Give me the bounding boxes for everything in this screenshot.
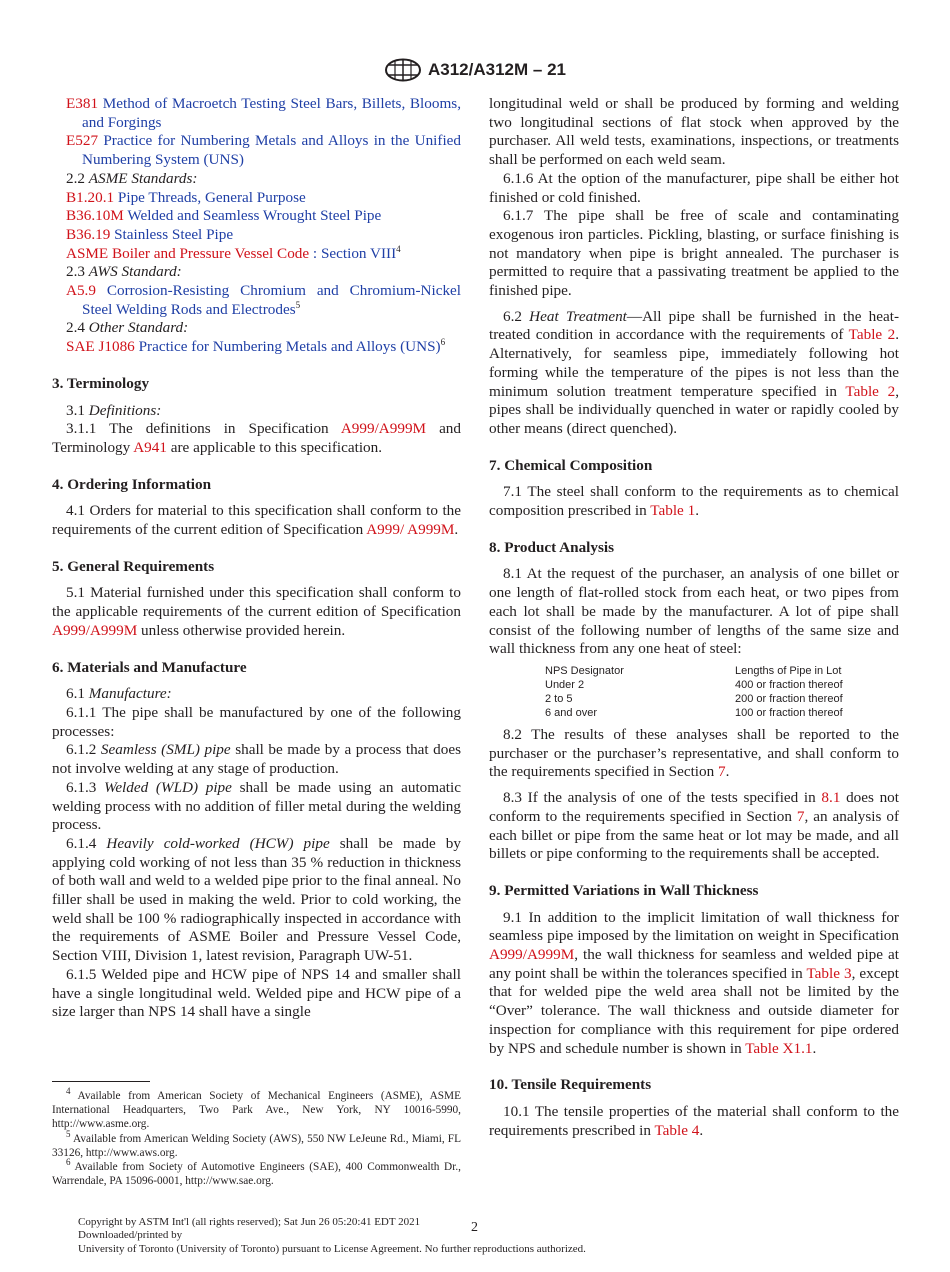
para-6-1-1: 6.1.1 The pipe shall be manufactured by one of the following processes: <box>52 703 461 740</box>
footnote-4: $^4$ Available from American Society of Mechanical Engineers (ASME), ASME International Headquarters, Two Park Ave., New York, NY 10016-5990, http://www.asme.org. <box>52 1086 461 1131</box>
astm-logo-icon <box>384 58 422 82</box>
page-header <box>0 58 950 82</box>
table-cell: 6 and over <box>545 706 597 719</box>
table-cell: 400 or fraction thereof <box>735 678 843 691</box>
link-table-2[interactable]: Table 2 <box>848 326 896 344</box>
para-6-1-6: 6.1.6 At the option of the manufacturer, pipe shall be either hot finished or cold finished. <box>489 169 899 206</box>
table-cell: 200 or fraction thereof <box>735 692 843 705</box>
para-6-1-2: 6.1.2 Seamless (SML) pipe shall be made by a process that does not involve welding at any stage of production. <box>52 741 462 778</box>
right-column <box>489 95 899 1140</box>
link-a999[interactable]: A999/A999M <box>52 621 138 639</box>
footer-line-1: Copyright by ASTM Int'l (all rights reserved); Sat Jun 26 05:20:41 EDT 2021 <box>78 1216 421 1228</box>
para-3-1-1: 3.1.1 The definitions in Specification A999/A999M and Terminology A941 are applicable to this specification. <box>52 420 461 456</box>
para-6-1-5-continued: longitudinal weld or shall be produced by forming and welding two longitudinal sections of flat stock when approved by the purchaser. All weld tests, examinations, inspections, or treatments shall be performed on each weld seam. <box>489 95 899 169</box>
para-8-3: 8.3 If the analysis of one of the tests specified in 8.1 does not conform to the requirements specified in Section 7, an analysis of each billet or pipe from the same heat or lot may be made, and all billets or pipe conforming to the requirements shall be accepted. <box>489 789 900 863</box>
link-a941[interactable]: A941 <box>133 438 167 456</box>
table-cell: 2 to 5 <box>545 692 573 705</box>
footer-line-3: University of Toronto (University of Toronto) pursuant to License Agreement. No further reproductions authorized. <box>78 1242 586 1255</box>
footnote-6: $^6$ Available from Society of Automotive Engineers (SAE), 400 Commonwealth Dr., Warrendale, PA 15096-0001, http://www.sae.org. <box>52 1157 461 1188</box>
para-9-1: 9.1 In addition to the implicit limitation of wall thickness for seamless pipe imposed by the limitation on weight in Specification A999/A999M, the wall thickness for seamless and welded pipe at any point shall be within the tolerances specified in Table 3, except that for welded pipe the weld area shall not be limited by the “Over” tolerance. The wall thickness and outside diameter for inspection for compliance with this requirement for pipe ordered by NPS and schedule number is shown in Table X1.1. <box>489 908 899 1057</box>
reference-asme-bpvc[interactable]: ASME Boiler and Pressure Vessel Code : Section VIII$^4$ <box>66 243 401 262</box>
section-8-heading: 8. Product Analysis <box>489 538 615 556</box>
para-10-1: 10.1 The tensile properties of the material shall conform to the requirements prescribed in Table 4. <box>489 1102 899 1139</box>
para-6-1-7: 6.1.7 The pipe shall be free of scale and contaminating exogenous iron particles. Pickling, blasting, or surface finishing is not mandatory when pipe is bright annealed. The purchaser is permitted to require that a passivating treatment be applied to the finished pipe. <box>489 207 899 300</box>
link-table-x1-1[interactable]: Table X1.1 <box>745 1039 813 1057</box>
section-9-heading: 9. Permitted Variations in Wall Thickness <box>489 881 759 899</box>
document-designation: A312/A312M – 21 <box>428 60 566 79</box>
section-3-heading: 3. Terminology <box>52 374 150 392</box>
para-6-2: 6.2 Heat Treatment—All pipe shall be furnished in the heat-treated condition in accordance with the requirements of Table 2. Alternatively, for seamless pipe, immediately following hot forming while the temperature of the pipes is not less than the minimum solution treatment temperature specified in Table 2, pipes shall be individually quenched in water or rapidly cooled by other means (direct quenched). <box>489 307 900 437</box>
para-8-2: 8.2 The results of these analyses shall be reported to the purchaser or the purchaser’s representative, and shall conform to the requirements specified in Section 7. <box>489 725 899 781</box>
footnote-5: $^5$ Available from American Welding Society (AWS), 550 NW LeJeune Rd., Miami, FL 33126, http://www.aws.org. <box>52 1128 461 1159</box>
section-6-heading: 6. Materials and Manufacture <box>52 658 247 676</box>
table-header-cell: NPS Designator <box>545 664 624 677</box>
section-7-heading: 7. Chemical Composition <box>489 456 653 474</box>
table-cell: 100 or fraction thereof <box>735 706 843 719</box>
link-table-3[interactable]: Table 3 <box>806 964 852 982</box>
table-header-cell: Lengths of Pipe in Lot <box>735 664 842 677</box>
table-row <box>545 678 843 692</box>
footnotes <box>52 1086 461 1188</box>
link-table-2[interactable]: Table 2 <box>845 382 896 400</box>
link-a999[interactable]: A999/A999M <box>489 946 575 964</box>
para-4-1: 4.1 Orders for material to this specification shall conform to the requirements of the current edition of Specification A999/ A999M. <box>52 502 461 539</box>
footer-line-2: Downloaded/printed by <box>78 1229 183 1242</box>
link-a999[interactable]: A999/ A999M <box>366 521 455 539</box>
link-section-7[interactable]: 7 <box>796 807 805 825</box>
para-6-1-5: 6.1.5 Welded pipe and HCW pipe of NPS 14 and smaller shall have a single longitudinal weld. Welded pipe and HCW pipe of a size larger than NPS 14 shall have a single <box>52 965 461 1021</box>
para-6-1-4: 6.1.4 Heavily cold-worked (HCW) pipe shall be made by applying cold working of not less than 35 % reduction in thickness of both wall and weld to a welded pipe prior to the final anneal. No filler shall be used in making the weld. Prior to cold working, the weld shall be 100 % radiographically inspected in accordance with the requirements of ASME Boiler and Pressure Vessel Code, Section VIII, Division 1, latest revision, Paragraph UW-51. <box>52 834 461 965</box>
aws-standard-heading: 2.3 AWS Standard: <box>66 263 182 281</box>
section-10-heading: 10. Tensile Requirements <box>489 1076 652 1094</box>
link-table-4[interactable]: Table 4 <box>654 1121 700 1139</box>
para-8-1: 8.1 At the request of the purchaser, an analysis of one billet or one length of flat-rolled stock from each heat, or two pipes from each lot shall be made by the manufacturer. A lot of pipe shall consist of the following number of lengths of the same size and wall thickness from any one heat of steel: <box>489 565 899 658</box>
reference-a5-9[interactable]: A5.9 Corrosion-Resisting Chromium and Chromium-Nickel Steel Welding Rods and Electrodes$^5$ <box>66 282 461 318</box>
reference-b36-19[interactable]: B36.19 Stainless Steel Pipe <box>66 225 234 243</box>
footnote-divider <box>52 1081 150 1082</box>
table-row <box>545 692 843 706</box>
para-6-1-3: 6.1.3 Welded (WLD) pipe shall be made using an automatic welding process with no addition of filler metal during the welding process. <box>52 778 461 834</box>
other-standard-heading: 2.4 Other Standard: <box>66 319 189 337</box>
para-6-1: 6.1 Manufacture: <box>66 685 172 703</box>
page-number: 2 <box>471 1220 478 1235</box>
asme-standards-heading: 2.2 ASME Standards: <box>66 169 198 187</box>
reference-sae-j1086[interactable]: SAE J1086 Practice for Numbering Metals and Alloys (UNS)$^6$ <box>66 337 446 356</box>
para-3-1: 3.1 Definitions: <box>66 401 162 419</box>
link-table-1[interactable]: Table 1 <box>650 502 696 520</box>
link-8-1[interactable]: 8.1 <box>821 789 841 807</box>
table-row <box>545 706 843 720</box>
reference-e381[interactable]: E381 Method of Macroetch Testing Steel Bars, Billets, Blooms, and Forgings <box>66 95 461 131</box>
para-7-1: 7.1 The steel shall conform to the requirements as to chemical composition prescribed in Table 1. <box>489 483 899 520</box>
table-cell: Under 2 <box>545 678 585 691</box>
section-5-heading: 5. General Requirements <box>52 557 215 575</box>
copyright-footer <box>78 1216 586 1256</box>
lot-size-table <box>545 664 843 720</box>
reference-b36-10m[interactable]: B36.10M Welded and Seamless Wrought Steel Pipe <box>66 207 382 225</box>
link-section-7[interactable]: 7 <box>718 763 726 781</box>
section-4-heading: 4. Ordering Information <box>52 475 212 493</box>
reference-e527[interactable]: E527 Practice for Numbering Metals and Alloys in the Unified Numbering System (UNS) <box>66 132 462 169</box>
left-column <box>52 95 461 1022</box>
link-a999[interactable]: A999/A999M <box>340 420 427 438</box>
reference-b1-20-1[interactable]: B1.20.1 Pipe Threads, General Purpose <box>66 188 306 206</box>
para-5-1: 5.1 Material furnished under this specification shall conform to the applicable requirements of the current edition of Specification A999/A999M unless otherwise provided herein. <box>52 584 461 639</box>
table-header-row <box>545 664 843 678</box>
